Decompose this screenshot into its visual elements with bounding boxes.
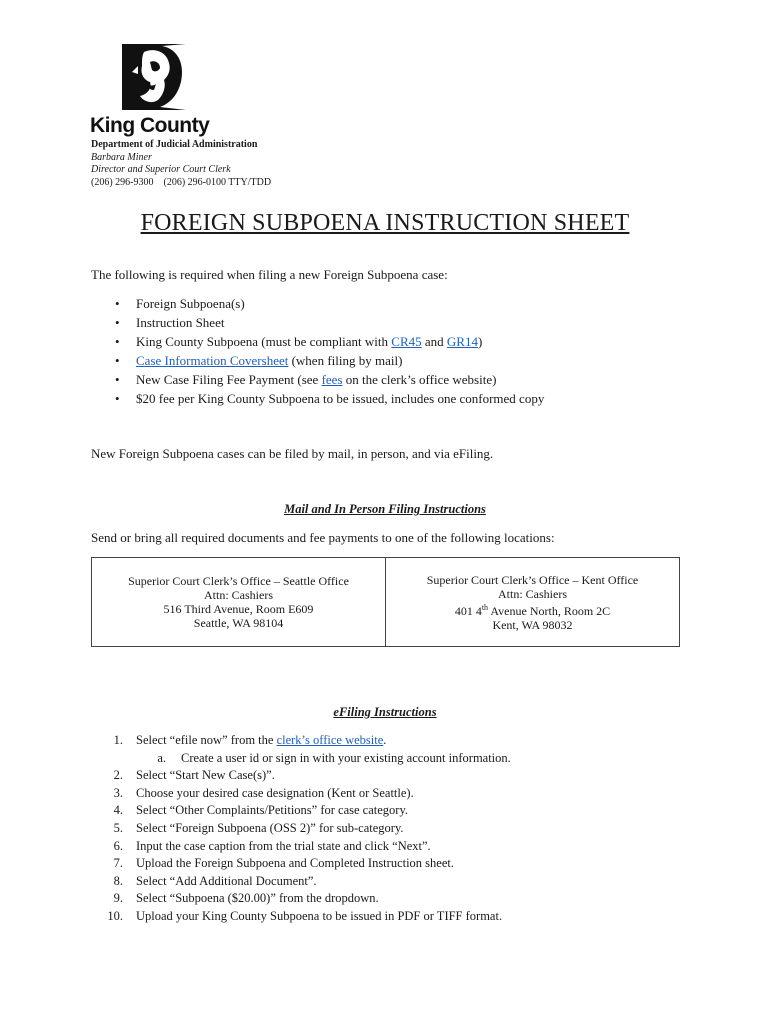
requirement-text: (when filing by mail): [288, 353, 403, 368]
list-item: [91, 908, 511, 926]
king-county-logo: [90, 44, 220, 140]
step-text: Choose your desired case designation (Kent or Seattle).: [136, 785, 414, 800]
step-number: 3.: [113, 785, 123, 800]
list-item: [91, 873, 511, 891]
cr45-link[interactable]: CR45: [391, 334, 422, 349]
list-item: [91, 750, 511, 768]
step-number: 4.: [113, 803, 123, 818]
step-number: 10.: [107, 908, 123, 923]
letterhead: [91, 139, 271, 189]
step-number: a.: [157, 750, 166, 765]
step-number: 8.: [113, 873, 123, 888]
step-number: 2.: [113, 768, 123, 783]
kent-office-cell: [386, 558, 680, 647]
requirement-text: $20 fee per King County Subpoena to be issued, includes one conformed copy: [136, 391, 545, 406]
step-number: 5.: [113, 820, 123, 835]
mail-section-heading: Mail and In Person Filing Instructions: [284, 502, 486, 516]
step-text: Select “efile now” from the: [136, 733, 277, 747]
list-item: [91, 802, 511, 820]
director-role: Director and Superior Court Clerk: [91, 164, 231, 175]
step-number: 6.: [113, 838, 123, 853]
list-item: [91, 313, 544, 332]
list-item: [91, 767, 511, 785]
step-text: Select “Foreign Subpoena (OSS 2)” for sub-category.: [136, 820, 404, 835]
list-item: [91, 820, 511, 838]
step-text: Create a user id or sign in with your existing account information.: [181, 750, 511, 765]
kent-address-suffix: th: [481, 602, 489, 612]
kent-address: [388, 601, 677, 618]
page-title: FOREIGN SUBPOENA INSTRUCTION SHEET: [140, 210, 630, 236]
list-item: [91, 351, 544, 370]
requirement-text: New Case Filing Fee Payment (see: [136, 372, 322, 387]
step-text: Select “Subpoena ($20.00)” from the dropdown.: [136, 891, 379, 906]
seattle-office-cell: [92, 558, 386, 647]
gr14-link[interactable]: GR14: [446, 334, 478, 349]
step-number: 9.: [113, 891, 123, 906]
logo-wordmark: King County: [90, 114, 210, 137]
requirement-text: ): [477, 334, 483, 349]
step-text: Upload your King County Subpoena to be issued in PDF or TIFF format.: [136, 908, 503, 923]
intro-text: The following is required when filing a new Foreign Subpoena case:: [91, 267, 448, 282]
case-coversheet-link[interactable]: Case Information Coversheet: [136, 353, 289, 368]
requirement-text: and: [421, 334, 447, 349]
step-text: Select “Other Complaints/Petitions” for case category.: [136, 803, 409, 818]
step-number: 1.: [113, 733, 123, 747]
requirement-text: King County Subpoena (must be compliant with: [136, 334, 392, 349]
list-item: [91, 332, 544, 351]
locations-table: [91, 557, 680, 647]
list-item: [91, 855, 511, 873]
step-text: Select “Start New Case(s)”.: [136, 768, 275, 783]
step-number: 7.: [113, 856, 123, 871]
efiling-section-heading: eFiling Instructions: [333, 705, 437, 719]
seattle-city: Seattle, WA 98104: [193, 616, 284, 630]
list-item: [91, 389, 544, 408]
phone-numbers: (206) 296-9300 (206) 296-0100 TTY/TDD: [91, 176, 272, 188]
kent-office-name: Superior Court Clerk’s Office – Kent Office: [426, 572, 639, 587]
kent-city: Kent, WA 98032: [492, 617, 573, 632]
department-name: Department of Judicial Administration: [91, 139, 258, 150]
requirement-text: Foreign Subpoena(s): [136, 296, 245, 311]
step-text: Upload the Foreign Subpoena and Completed Instruction sheet.: [136, 856, 454, 871]
fees-link[interactable]: fees: [321, 372, 343, 387]
list-item: [91, 890, 511, 908]
clerks-office-website-link[interactable]: clerk’s office website: [276, 733, 384, 747]
kent-address-street: Avenue North, Room 2C: [488, 603, 611, 618]
list-item: [91, 838, 511, 856]
requirement-text: Instruction Sheet: [136, 315, 225, 330]
kent-attn: Attn: Cashiers: [498, 586, 567, 601]
kent-address-number: 401 4: [454, 603, 482, 618]
list-item: [91, 294, 544, 313]
step-text: Select “Add Additional Document”.: [136, 873, 317, 888]
send-instructions: Send or bring all required documents and fee payments to one of the following locations:: [91, 530, 555, 545]
seattle-attn: Attn: Cashiers: [204, 588, 273, 602]
king-county-logo-icon: [122, 44, 186, 110]
requirements-list: [91, 294, 544, 408]
seattle-address: 516 Third Avenue, Room E609: [163, 602, 314, 616]
efiling-steps-list: [91, 732, 511, 926]
step-text: .: [383, 733, 387, 747]
list-item: [91, 370, 544, 389]
director-name: Barbara Miner: [91, 151, 152, 163]
list-item: [91, 785, 511, 803]
filing-methods-text: New Foreign Subpoena cases can be filed by mail, in person, and via eFiling.: [91, 446, 494, 461]
list-item: [91, 732, 511, 750]
step-text: Input the case caption from the trial state and click “Next”.: [136, 838, 431, 853]
requirement-text: on the clerk’s office website): [342, 372, 497, 387]
seattle-office-name: Superior Court Clerk’s Office – Seattle Office: [128, 574, 349, 588]
